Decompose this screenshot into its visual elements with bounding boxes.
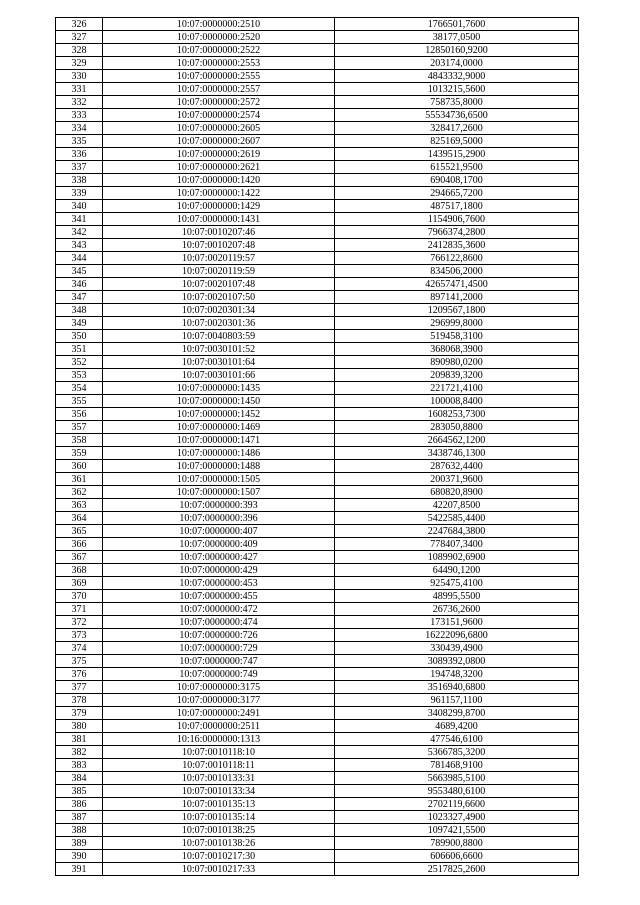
row-number-cell: 370: [56, 590, 103, 603]
table-row: [56, 187, 579, 200]
value-cell: 3408299,8700: [335, 707, 579, 720]
value-cell: 2517825,2600: [335, 863, 579, 876]
table-row: [56, 837, 579, 850]
cadastral-number-cell: 10:07:0000000:453: [103, 577, 335, 590]
cadastral-number-cell: 10:07:0000000:1469: [103, 421, 335, 434]
cadastral-number-cell: 10:07:0010133:31: [103, 772, 335, 785]
value-cell: 12850160,9200: [335, 44, 579, 57]
table-row: [56, 356, 579, 369]
row-number-cell: 332: [56, 96, 103, 109]
table-row: [56, 148, 579, 161]
value-cell: 26736,2600: [335, 603, 579, 616]
row-number-cell: 343: [56, 239, 103, 252]
value-cell: 778407,3400: [335, 538, 579, 551]
cadastral-number-cell: 10:07:0010207:46: [103, 226, 335, 239]
row-number-cell: 378: [56, 694, 103, 707]
cadastral-number-cell: 10:07:0000000:729: [103, 642, 335, 655]
table-row: [56, 265, 579, 278]
table-row: [56, 499, 579, 512]
cadastral-number-cell: 10:07:0000000:1429: [103, 200, 335, 213]
table-row: [56, 681, 579, 694]
table-row: [56, 694, 579, 707]
cadastral-number-cell: 10:07:0040803:59: [103, 330, 335, 343]
cadastral-number-cell: 10:07:0000000:427: [103, 551, 335, 564]
cadastral-number-cell: 10:07:0000000:1420: [103, 174, 335, 187]
row-number-cell: 329: [56, 57, 103, 70]
table-row: [56, 70, 579, 83]
value-cell: 890980,0200: [335, 356, 579, 369]
row-number-cell: 355: [56, 395, 103, 408]
table-row: [56, 291, 579, 304]
value-cell: 16222096,6800: [335, 629, 579, 642]
cadastral-number-cell: 10:07:0000000:472: [103, 603, 335, 616]
table-row: [56, 239, 579, 252]
value-cell: 7966374,2800: [335, 226, 579, 239]
row-number-cell: 387: [56, 811, 103, 824]
value-cell: 4843332,9000: [335, 70, 579, 83]
value-cell: 209839,3200: [335, 369, 579, 382]
table-row: [56, 161, 579, 174]
cadastral-number-cell: 10:07:0000000:455: [103, 590, 335, 603]
value-cell: 519458,3100: [335, 330, 579, 343]
cadastral-number-cell: 10:07:0000000:429: [103, 564, 335, 577]
row-number-cell: 365: [56, 525, 103, 538]
row-number-cell: 391: [56, 863, 103, 876]
table-row: [56, 746, 579, 759]
table-row: [56, 31, 579, 44]
value-cell: 680820,8900: [335, 486, 579, 499]
row-number-cell: 342: [56, 226, 103, 239]
table-row: [56, 57, 579, 70]
table-row: [56, 720, 579, 733]
row-number-cell: 379: [56, 707, 103, 720]
value-cell: 42657471,4500: [335, 278, 579, 291]
table-row: [56, 135, 579, 148]
table-row: [56, 707, 579, 720]
row-number-cell: 335: [56, 135, 103, 148]
cadastral-number-cell: 10:07:0020119:59: [103, 265, 335, 278]
value-cell: 961157,1100: [335, 694, 579, 707]
cadastral-number-cell: 10:07:0020301:34: [103, 304, 335, 317]
row-number-cell: 369: [56, 577, 103, 590]
table-row: [56, 317, 579, 330]
value-cell: 330439,4900: [335, 642, 579, 655]
row-number-cell: 339: [56, 187, 103, 200]
value-cell: 203174,0000: [335, 57, 579, 70]
table-row: [56, 577, 579, 590]
row-number-cell: 374: [56, 642, 103, 655]
row-number-cell: 385: [56, 785, 103, 798]
cadastral-number-cell: 10:07:0000000:1505: [103, 473, 335, 486]
value-cell: 48995,5500: [335, 590, 579, 603]
cadastral-number-cell: 10:07:0000000:2520: [103, 31, 335, 44]
row-number-cell: 358: [56, 434, 103, 447]
cadastral-number-cell: 10:07:0010135:14: [103, 811, 335, 824]
row-number-cell: 356: [56, 408, 103, 421]
cadastral-number-cell: 10:07:0000000:2572: [103, 96, 335, 109]
value-cell: 766122,8600: [335, 252, 579, 265]
value-cell: 194748,3200: [335, 668, 579, 681]
row-number-cell: 362: [56, 486, 103, 499]
table-row: [56, 96, 579, 109]
value-cell: 1097421,5500: [335, 824, 579, 837]
cadastral-number-cell: 10:07:0010118:11: [103, 759, 335, 772]
cadastral-number-cell: 10:07:0020107:48: [103, 278, 335, 291]
table-row: [56, 759, 579, 772]
cadastral-number-cell: 10:16:0000000:1313: [103, 733, 335, 746]
value-cell: 296999,8000: [335, 317, 579, 330]
value-cell: 2412835,3600: [335, 239, 579, 252]
cadastral-number-cell: 10:07:0000000:2607: [103, 135, 335, 148]
value-cell: 690408,1700: [335, 174, 579, 187]
table-row: [56, 83, 579, 96]
value-cell: 834506,2000: [335, 265, 579, 278]
cadastral-number-cell: 10:07:0000000:2605: [103, 122, 335, 135]
cadastral-number-cell: 10:07:0000000:1507: [103, 486, 335, 499]
value-cell: 3516940,6800: [335, 681, 579, 694]
cadastral-number-cell: 10:07:0000000:474: [103, 616, 335, 629]
row-number-cell: 334: [56, 122, 103, 135]
value-cell: 477546,6100: [335, 733, 579, 746]
cadastral-number-cell: 10:07:0010133:34: [103, 785, 335, 798]
value-cell: 1089902,6900: [335, 551, 579, 564]
cadastral-number-cell: 10:07:0000000:2557: [103, 83, 335, 96]
table-row: [56, 590, 579, 603]
row-number-cell: 328: [56, 44, 103, 57]
value-cell: 5663985,5100: [335, 772, 579, 785]
row-number-cell: 372: [56, 616, 103, 629]
cadastral-number-cell: 10:07:0000000:3177: [103, 694, 335, 707]
cadastral-value-table: [55, 17, 579, 876]
cadastral-number-cell: 10:07:0000000:1471: [103, 434, 335, 447]
row-number-cell: 345: [56, 265, 103, 278]
cadastral-number-cell: 10:07:0010138:26: [103, 837, 335, 850]
cadastral-number-cell: 10:07:0030101:66: [103, 369, 335, 382]
table-row: [56, 395, 579, 408]
value-cell: 55534736,6500: [335, 109, 579, 122]
value-cell: 64490,1200: [335, 564, 579, 577]
cadastral-number-cell: 10:07:0010135:13: [103, 798, 335, 811]
row-number-cell: 366: [56, 538, 103, 551]
value-cell: 1023327,4900: [335, 811, 579, 824]
cadastral-number-cell: 10:07:0000000:396: [103, 512, 335, 525]
cadastral-number-cell: 10:07:0000000:2522: [103, 44, 335, 57]
table-row: [56, 213, 579, 226]
value-cell: 368068,3900: [335, 343, 579, 356]
row-number-cell: 388: [56, 824, 103, 837]
cadastral-number-cell: 10:07:0000000:2510: [103, 18, 335, 31]
table-row: [56, 785, 579, 798]
value-cell: 173151,9600: [335, 616, 579, 629]
table-row: [56, 434, 579, 447]
table-row: [56, 772, 579, 785]
table-row: [56, 824, 579, 837]
row-number-cell: 377: [56, 681, 103, 694]
cadastral-number-cell: 10:07:0000000:2511: [103, 720, 335, 733]
row-number-cell: 368: [56, 564, 103, 577]
table-row: [56, 226, 579, 239]
row-number-cell: 382: [56, 746, 103, 759]
table-row: [56, 252, 579, 265]
value-cell: 1013215,5600: [335, 83, 579, 96]
value-cell: 897141,2000: [335, 291, 579, 304]
row-number-cell: 383: [56, 759, 103, 772]
value-cell: 615521,9500: [335, 161, 579, 174]
value-cell: 100008,8400: [335, 395, 579, 408]
value-cell: 200371,9600: [335, 473, 579, 486]
table-row: [56, 811, 579, 824]
cadastral-number-cell: 10:07:0010217:30: [103, 850, 335, 863]
table-row: [56, 564, 579, 577]
table-body: [56, 18, 579, 876]
row-number-cell: 333: [56, 109, 103, 122]
row-number-cell: 371: [56, 603, 103, 616]
row-number-cell: 330: [56, 70, 103, 83]
row-number-cell: 360: [56, 460, 103, 473]
row-number-cell: 327: [56, 31, 103, 44]
row-number-cell: 386: [56, 798, 103, 811]
value-cell: 758735,8000: [335, 96, 579, 109]
value-cell: 1209567,1800: [335, 304, 579, 317]
value-cell: 3089392,0800: [335, 655, 579, 668]
value-cell: 294665,7200: [335, 187, 579, 200]
row-number-cell: 348: [56, 304, 103, 317]
cadastral-number-cell: 10:07:0000000:1435: [103, 382, 335, 395]
table-row: [56, 525, 579, 538]
row-number-cell: 354: [56, 382, 103, 395]
table-row: [56, 447, 579, 460]
cadastral-number-cell: 10:07:0000000:1450: [103, 395, 335, 408]
cadastral-number-cell: 10:07:0010207:48: [103, 239, 335, 252]
table-row: [56, 486, 579, 499]
cadastral-number-cell: 10:07:0000000:1422: [103, 187, 335, 200]
table-row: [56, 421, 579, 434]
table-row: [56, 330, 579, 343]
row-number-cell: 340: [56, 200, 103, 213]
row-number-cell: 380: [56, 720, 103, 733]
value-cell: 2702119,6600: [335, 798, 579, 811]
row-number-cell: 384: [56, 772, 103, 785]
cadastral-number-cell: 10:07:0030101:64: [103, 356, 335, 369]
table-row: [56, 382, 579, 395]
table-row: [56, 603, 579, 616]
value-cell: 781468,9100: [335, 759, 579, 772]
value-cell: 925475,4100: [335, 577, 579, 590]
cadastral-number-cell: 10:07:0000000:747: [103, 655, 335, 668]
value-cell: 5422585,4400: [335, 512, 579, 525]
row-number-cell: 331: [56, 83, 103, 96]
row-number-cell: 375: [56, 655, 103, 668]
row-number-cell: 347: [56, 291, 103, 304]
table-row: [56, 538, 579, 551]
value-cell: 606606,6600: [335, 850, 579, 863]
value-cell: 2247684,3800: [335, 525, 579, 538]
table-row: [56, 616, 579, 629]
row-number-cell: 389: [56, 837, 103, 850]
value-cell: 1439515,2900: [335, 148, 579, 161]
row-number-cell: 363: [56, 499, 103, 512]
cadastral-number-cell: 10:07:0000000:1488: [103, 460, 335, 473]
row-number-cell: 381: [56, 733, 103, 746]
table-row: [56, 512, 579, 525]
row-number-cell: 341: [56, 213, 103, 226]
row-number-cell: 337: [56, 161, 103, 174]
row-number-cell: 361: [56, 473, 103, 486]
cadastral-number-cell: 10:07:0000000:2574: [103, 109, 335, 122]
table-row: [56, 473, 579, 486]
row-number-cell: 353: [56, 369, 103, 382]
value-cell: 487517,1800: [335, 200, 579, 213]
row-number-cell: 338: [56, 174, 103, 187]
row-number-cell: 351: [56, 343, 103, 356]
cadastral-number-cell: 10:07:0000000:2619: [103, 148, 335, 161]
value-cell: 283050,8800: [335, 421, 579, 434]
table-row: [56, 122, 579, 135]
cadastral-number-cell: 10:07:0000000:409: [103, 538, 335, 551]
value-cell: 38177,0500: [335, 31, 579, 44]
table-row: [56, 668, 579, 681]
table-row: [56, 850, 579, 863]
table-row: [56, 460, 579, 473]
value-cell: 4689,4200: [335, 720, 579, 733]
cadastral-number-cell: 10:07:0000000:2621: [103, 161, 335, 174]
value-cell: 42207,8500: [335, 499, 579, 512]
table-row: [56, 642, 579, 655]
cadastral-number-cell: 10:07:0000000:407: [103, 525, 335, 538]
row-number-cell: 352: [56, 356, 103, 369]
row-number-cell: 326: [56, 18, 103, 31]
table-row: [56, 863, 579, 876]
table-row: [56, 343, 579, 356]
value-cell: 328417,2600: [335, 122, 579, 135]
value-cell: 9553480,6100: [335, 785, 579, 798]
cadastral-number-cell: 10:07:0000000:1431: [103, 213, 335, 226]
cadastral-number-cell: 10:07:0010217:33: [103, 863, 335, 876]
row-number-cell: 344: [56, 252, 103, 265]
row-number-cell: 336: [56, 148, 103, 161]
value-cell: 789900,8800: [335, 837, 579, 850]
value-cell: 825169,5000: [335, 135, 579, 148]
table-row: [56, 200, 579, 213]
cadastral-number-cell: 10:07:0000000:1486: [103, 447, 335, 460]
cadastral-number-cell: 10:07:0000000:1452: [103, 408, 335, 421]
cadastral-number-cell: 10:07:0000000:3175: [103, 681, 335, 694]
cadastral-number-cell: 10:07:0010138:25: [103, 824, 335, 837]
table-row: [56, 798, 579, 811]
value-cell: 3438746,1300: [335, 447, 579, 460]
value-cell: 5366785,3200: [335, 746, 579, 759]
row-number-cell: 350: [56, 330, 103, 343]
cadastral-number-cell: 10:07:0020301:36: [103, 317, 335, 330]
row-number-cell: 357: [56, 421, 103, 434]
cadastral-number-cell: 10:07:0000000:726: [103, 629, 335, 642]
table-row: [56, 109, 579, 122]
table-row: [56, 408, 579, 421]
table-row: [56, 733, 579, 746]
cadastral-number-cell: 10:07:0000000:393: [103, 499, 335, 512]
row-number-cell: 390: [56, 850, 103, 863]
row-number-cell: 364: [56, 512, 103, 525]
table-row: [56, 304, 579, 317]
value-cell: 1608253,7300: [335, 408, 579, 421]
cadastral-number-cell: 10:07:0010118:10: [103, 746, 335, 759]
table-row: [56, 655, 579, 668]
table-row: [56, 369, 579, 382]
table-row: [56, 44, 579, 57]
cadastral-number-cell: 10:07:0020107:50: [103, 291, 335, 304]
cadastral-number-cell: 10:07:0000000:749: [103, 668, 335, 681]
table-row: [56, 174, 579, 187]
table-row: [56, 18, 579, 31]
cadastral-number-cell: 10:07:0020119:57: [103, 252, 335, 265]
row-number-cell: 346: [56, 278, 103, 291]
table-row: [56, 551, 579, 564]
cadastral-number-cell: 10:07:0000000:2555: [103, 70, 335, 83]
value-cell: 1766501,7600: [335, 18, 579, 31]
cadastral-number-cell: 10:07:0030101:52: [103, 343, 335, 356]
row-number-cell: 359: [56, 447, 103, 460]
row-number-cell: 367: [56, 551, 103, 564]
cadastral-number-cell: 10:07:0000000:2553: [103, 57, 335, 70]
row-number-cell: 373: [56, 629, 103, 642]
value-cell: 1154906,7600: [335, 213, 579, 226]
row-number-cell: 376: [56, 668, 103, 681]
table-row: [56, 629, 579, 642]
value-cell: 287632,4400: [335, 460, 579, 473]
value-cell: 221721,4100: [335, 382, 579, 395]
cadastral-number-cell: 10:07:0000000:2491: [103, 707, 335, 720]
table-row: [56, 278, 579, 291]
value-cell: 2664562,1200: [335, 434, 579, 447]
row-number-cell: 349: [56, 317, 103, 330]
